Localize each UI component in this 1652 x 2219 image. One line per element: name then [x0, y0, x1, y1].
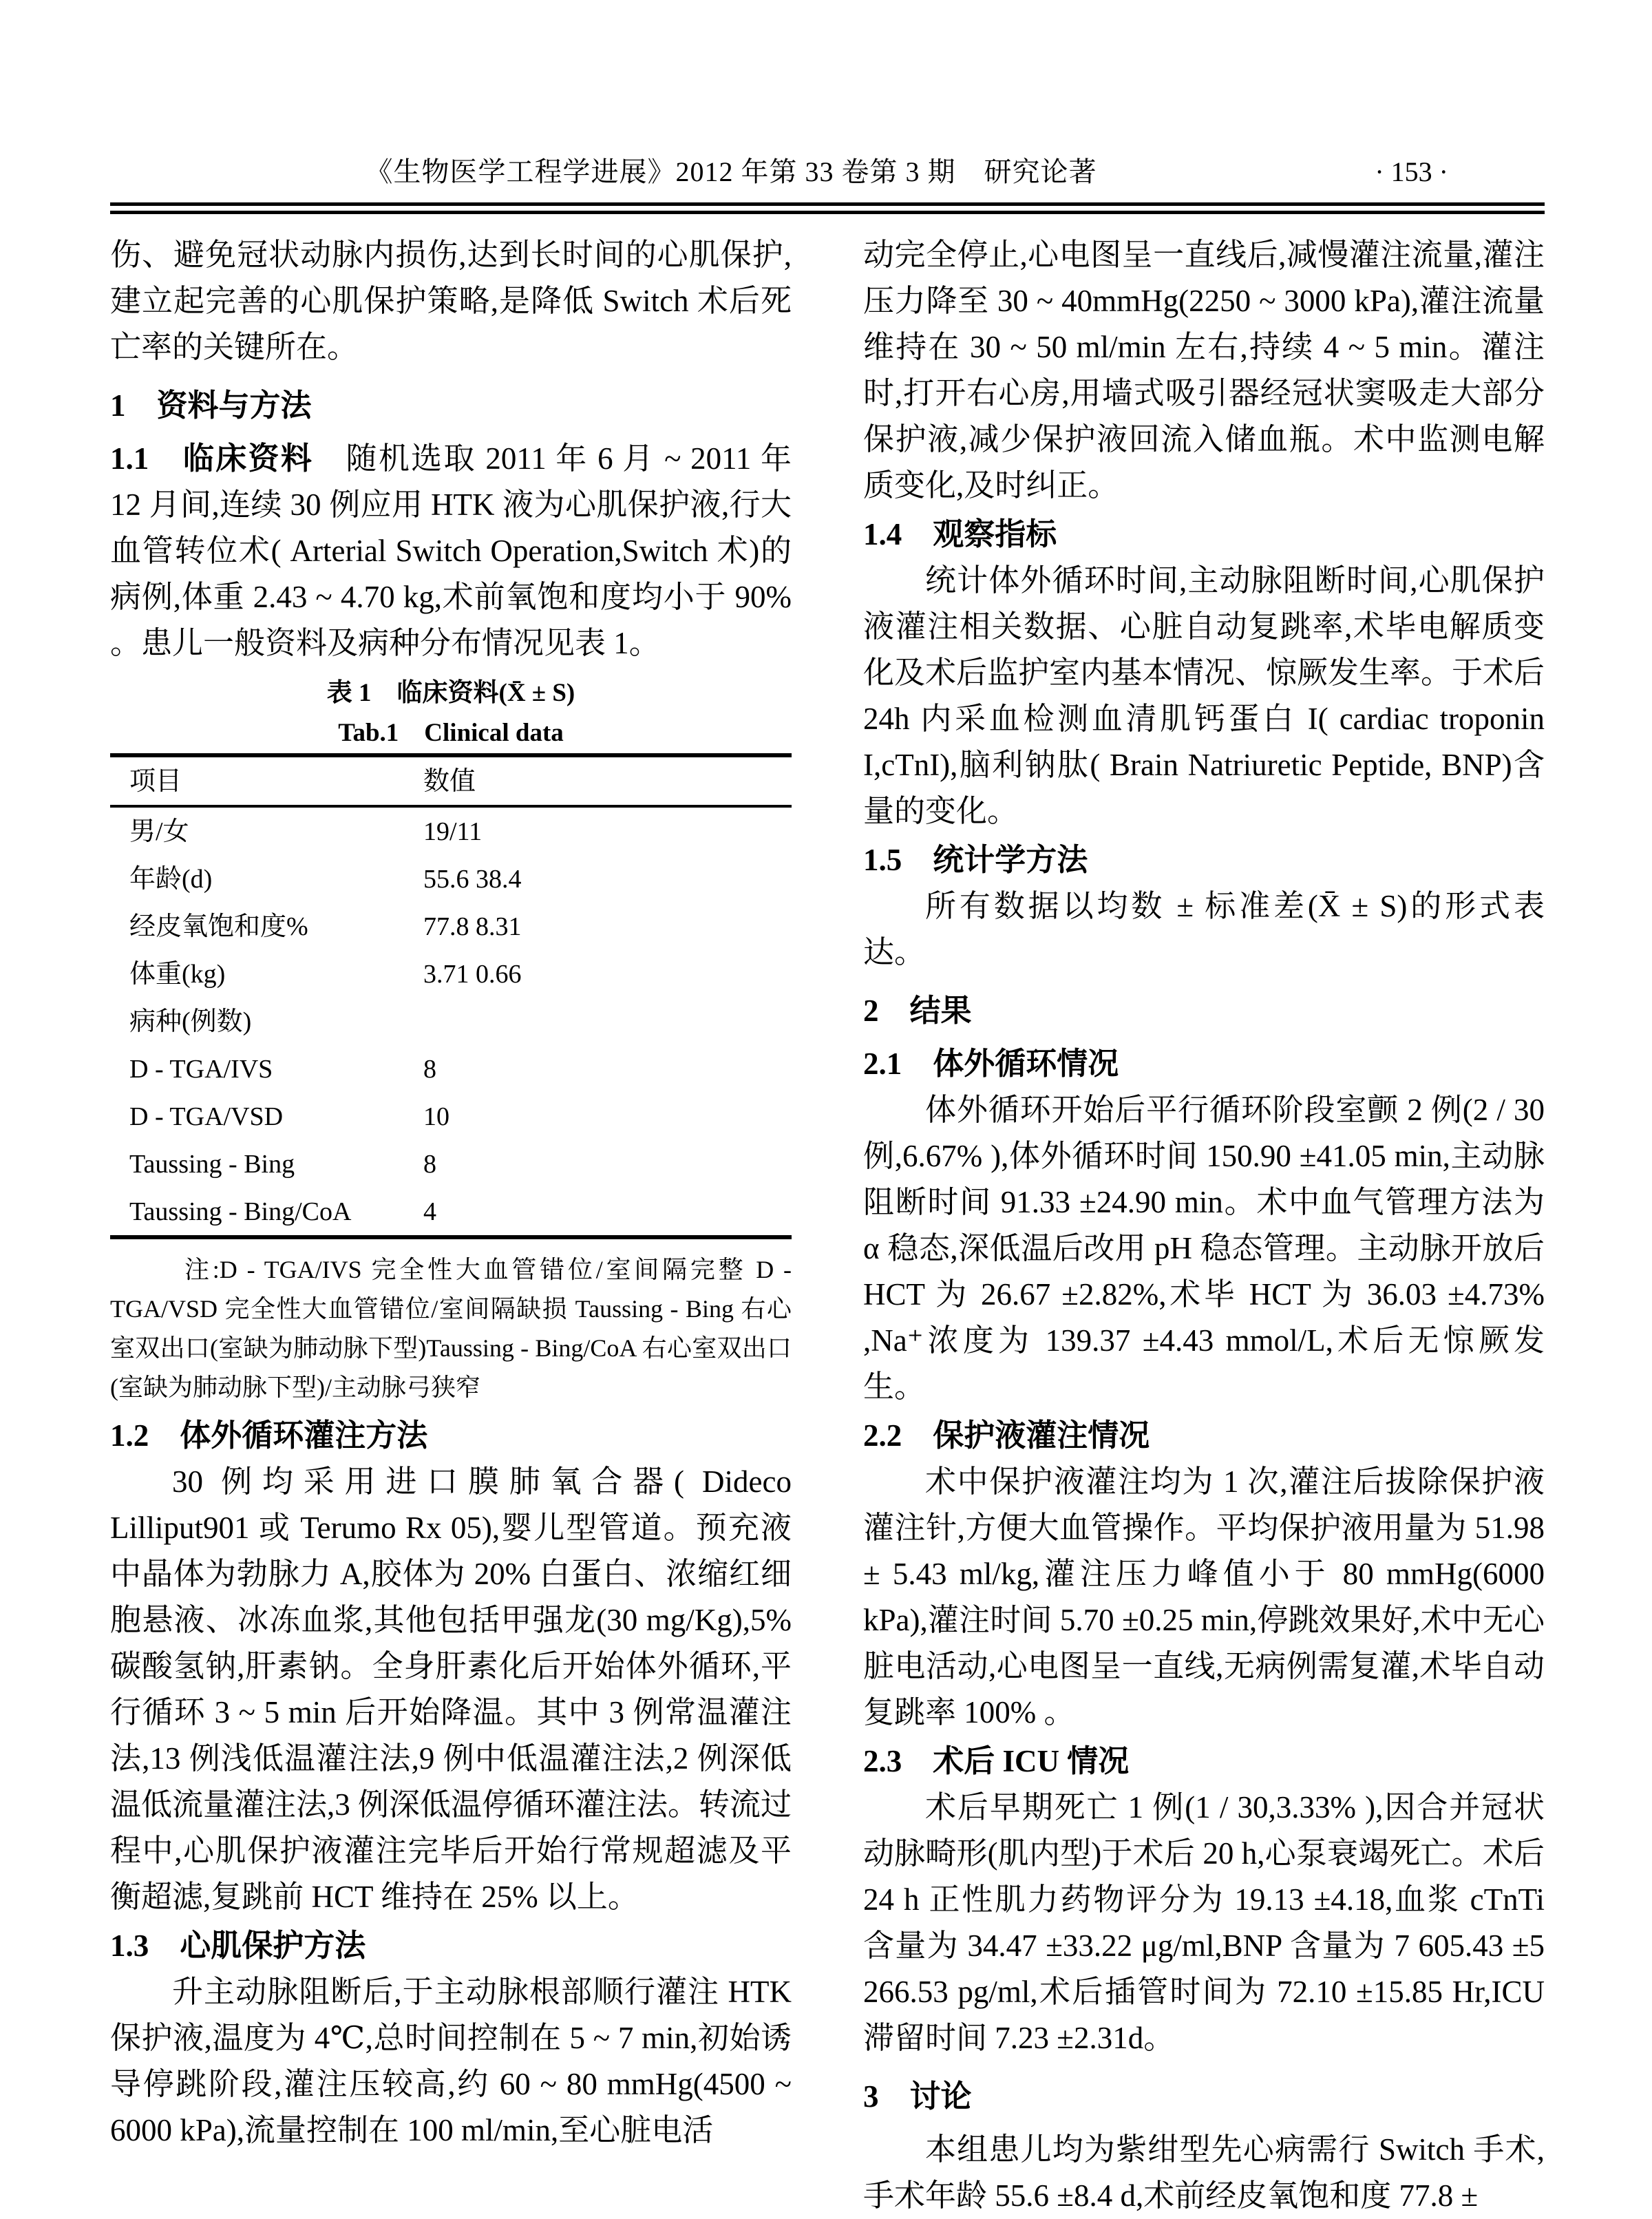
table-bottom-rule	[110, 1235, 792, 1239]
paragraph-text: 升主动脉阻断后,于主动脉根部顺行灌注 HTK 保护液,温度为 4℃,总时间控制在 5 ~ 7 min,初始诱导停跳阶段,灌注压较高,约 60 ~ 80 mmHg(4500 ~ 6000 kPa),流量控制在 100 ml/min,至心脏电活	[110, 1975, 792, 2147]
table-row	[110, 1093, 792, 1140]
paragraph-text: 动完全停止,心电图呈一直线后,减慢灌注流量,灌注压力降至 30 ~ 40mmHg(2250 ~ 3000 kPa),灌注流量维持在 30 ~ 50 ml/min 左右,持续 4 ~ 5 min。灌注时,打开右心房,用墙式吸引器经冠状窦吸走大部分保护液,减少保护液回流入储血瓶。术中监测电解质变化,及时纠正。	[863, 238, 1545, 503]
table-cell-item: D - TGA/VSD	[129, 1102, 284, 1131]
table-cell-item: 年龄(d)	[129, 864, 213, 894]
table-cell-value: 77.8 8.31	[423, 912, 522, 941]
paragraph-text: 统计体外循环时间,主动脉阻断时间,心肌保护液灌注相关数据、心脏自动复跳率,术毕电解质变化及术后监护室内基本情况、惊厥发生率。于术后 24h 内采血检测血清肌钙蛋白 I( cardiac troponin I,cTnI),脑利钠肽( Brain Natriuretic Peptide, BNP)含量的变化。	[863, 563, 1545, 828]
section-heading: 3 讨论	[863, 2079, 972, 2114]
table-col-value-header: 数值	[423, 766, 476, 796]
table-cell-item: 经皮氧饱和度%	[129, 912, 308, 941]
table-caption-en: Tab.1 Clinical data	[338, 719, 564, 747]
table-row	[110, 855, 792, 903]
right-column	[863, 232, 1545, 2219]
paragraph	[863, 1087, 1545, 1410]
header-double-rule	[110, 202, 1545, 214]
table-col-item-header: 项目	[129, 766, 182, 796]
two-column-body	[110, 232, 1545, 2219]
subsection-heading: 2.2 保护液灌注情况	[863, 1418, 1150, 1453]
table-row	[110, 1188, 792, 1235]
left-column	[110, 232, 792, 2219]
section-heading: 1 资料与方法	[110, 388, 312, 423]
section-heading: 2 结果	[863, 993, 972, 1028]
page-number: · 153 ·	[1375, 156, 1448, 187]
clinical-data-table	[110, 673, 792, 1407]
paragraph-text: 体外循环开始后平行循环阶段室颤 2 例(2 / 30 例,6.67% ),体外循环时间 150.90 ±41.05 min,主动脉阻断时间 91.33 ±24.90 min。术中血气管理方法为 α 稳态,深低温后改用 pH 稳态管理。主动脉开放后 HCT 为 26.67 ±2.82%,术毕 HCT 为 36.03 ±4.73% ,Na⁺浓度为 139.37 ±4.43 mmol/L,术后无惊厥发生。	[863, 1093, 1545, 1404]
table-cell-item: 体重(kg)	[129, 959, 226, 989]
paragraph	[863, 232, 1545, 509]
paragraph-text: 伤、避免冠状动脉内损伤,达到长时间的心肌保护,建立起完善的心肌保护策略,是降低 Switch 术后死亡率的关键所在。	[110, 238, 792, 364]
table-row	[110, 998, 792, 1045]
paragraph-text: 术中保护液灌注均为 1 次,灌注后拔除保护液灌注针,方便大血管操作。平均保护液用量为 51.98 ± 5.43 ml/kg,灌注压力峰值小于 80 mmHg(6000 kPa),灌注时间 5.70 ±0.25 min,停跳效果好,术中无心脏电活动,心电图呈一直线,无病例需复灌,术毕自动复跳率 100% 。	[863, 1464, 1545, 1729]
subsection-heading: 1.2 体外循环灌注方法	[110, 1418, 428, 1453]
table-header-row	[110, 757, 792, 805]
paragraph-text: 本组患儿均为紫绀型先心病需行 Switch 手术,手术年龄 55.6 ±8.4 d,术前经皮氧饱和度 77.8 ±	[863, 2132, 1545, 2213]
journal-header-line: 《生物医学工程学进展》2012 年第 33 卷第 3 期 研究论著	[365, 156, 1097, 187]
page-header	[110, 153, 1545, 191]
table-cell-value: 8	[423, 1149, 436, 1179]
paragraph	[863, 1785, 1545, 2061]
table-cell-item: Taussing - Bing	[129, 1149, 295, 1179]
paragraph	[863, 558, 1545, 834]
table-cell-item: Taussing - Bing/CoA	[129, 1197, 352, 1226]
table-row	[110, 808, 792, 855]
paragraph	[110, 1969, 792, 2154]
table-cell-value: 10	[423, 1102, 449, 1131]
table-cell-value: 4	[423, 1197, 436, 1226]
table-caption-zh: 表 1 临床资料(X̄ ± S)	[326, 679, 575, 707]
table-row	[110, 1045, 792, 1093]
table-row	[110, 950, 792, 998]
subsection-heading: 2.3 术后 ICU 情况	[863, 1744, 1130, 1778]
table-cell-value: 19/11	[423, 817, 483, 846]
subsection-heading: 1.4 观察指标	[863, 517, 1057, 551]
table-row	[110, 903, 792, 950]
paragraph	[110, 436, 792, 666]
paragraph	[110, 1459, 792, 1920]
subsection-heading-inline: 1.1 临床资料	[110, 441, 346, 476]
table-cell-value: 8	[423, 1054, 436, 1084]
paragraph	[863, 883, 1545, 976]
paragraph	[863, 1459, 1545, 1736]
subsection-heading: 2.1 体外循环情况	[863, 1047, 1119, 1081]
table-cell-value: 55.6 38.4	[423, 864, 522, 894]
paragraph-text: 术后早期死亡 1 例(1 / 30,3.33% ),因合并冠状动脉畸形(肌内型)于术后 20 h,心泵衰竭死亡。术后 24 h 正性肌力药物评分为 19.13 ±4.18,血浆 cTnTi 含量为 34.47 ±33.22 μg/ml,BNP 含量为 7 605.43 ±5 266.53 pg/ml,术后插管时间为 72.10 ±15.85 Hr,ICU 滞留时间 7.23 ±2.31d。	[863, 1790, 1545, 2055]
paragraph-text: 所有数据以均数 ± 标准差(X̄ ± S)的形式表达。	[863, 889, 1545, 969]
table-cell-item: D - TGA/IVS	[129, 1054, 273, 1084]
table-cell-value: 3.71 0.66	[423, 959, 522, 989]
table-note: 注:D - TGA/IVS 完全性大血管错位/室间隔完整 D - TGA/VSD 完全性大血管错位/室间隔缺损 Taussing - Bing 右心室双出口(室缺为肺动脉下型)Taussing - Bing/CoA 右心室双出口(室缺为肺动脉下型)/主动脉弓狭窄	[110, 1256, 792, 1401]
subsection-heading: 1.3 心肌保护方法	[110, 1928, 366, 1963]
table-cell-item: 男/女	[129, 817, 189, 846]
paragraph	[110, 232, 792, 370]
subsection-heading: 1.5 统计学方法	[863, 843, 1088, 877]
paragraph-text: 随机选取 2011 年 6 月 ~ 2011 年 12 月间,连续 30 例应用 HTK 液为心肌保护液,行大血管转位术( Arterial Switch Operation,Switch 术)的病例,体重 2.43 ~ 4.70 kg,术前氧饱和度均小于 90% 。患儿一般资料及病种分布情况见表 1。	[110, 441, 792, 660]
paragraph-text: 30 例均采用进口膜肺氧合器( Dideco Lilliput901 或 Terumo Rx 05),婴儿型管道。预充液中晶体为勃脉力 A,胶体为 20% 白蛋白、浓缩红细胞悬液、冰冻血浆,其他包括甲强龙(30 mg/Kg),5% 碳酸氢钠,肝素钠。全身肝素化后开始体外循环,平行循环 3 ~ 5 min 后开始降温。其中 3 例常温灌注法,13 例浅低温灌注法,9 例中低温灌注法,2 例深低温低流量灌注法,3 例深低温停循环灌注法。转流过程中,心肌保护液灌注完毕后开始行常规超滤及平衡超滤,复跳前 HCT 维持在 25% 以上。	[110, 1464, 792, 1914]
paragraph	[863, 2127, 1545, 2219]
table-cell-item: 病种(例数)	[129, 1007, 252, 1036]
table-row	[110, 1140, 792, 1188]
